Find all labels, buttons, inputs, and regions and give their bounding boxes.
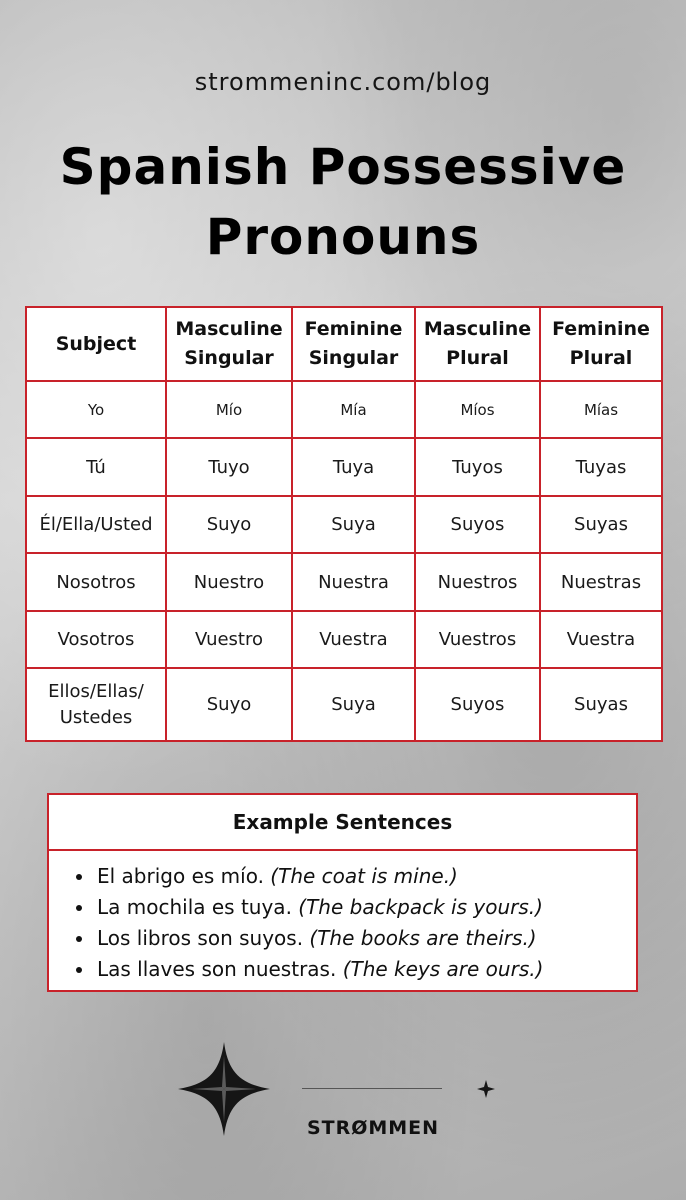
cell-masculine-singular: Suyo xyxy=(166,668,292,741)
header-feminine-plural: Feminine Plural xyxy=(540,307,662,381)
page-title-line-1: Spanish Possessive xyxy=(59,138,627,196)
page-title xyxy=(0,132,686,272)
cell-masculine-singular: Tuyo xyxy=(166,438,292,495)
cell-feminine-plural: Suyas xyxy=(540,496,662,553)
header-masculine-singular: Masculine Singular xyxy=(166,307,292,381)
list-item: • El abrigo es mío. (The coat is mine.) xyxy=(95,861,636,892)
four-point-star-icon xyxy=(178,1042,270,1136)
cell-subject: Tú xyxy=(26,438,166,495)
cell-masculine-singular: Vuestro xyxy=(166,611,292,668)
cell-feminine-singular: Mía xyxy=(292,381,415,438)
table-row xyxy=(26,553,662,610)
cell-feminine-plural: Nuestras xyxy=(540,553,662,610)
cell-masculine-singular: Mío xyxy=(166,381,292,438)
cell-feminine-singular: Suya xyxy=(292,496,415,553)
cell-feminine-singular: Tuya xyxy=(292,438,415,495)
cell-feminine-singular: Vuestra xyxy=(292,611,415,668)
table-row xyxy=(26,381,662,438)
example-sentences-heading: Example Sentences xyxy=(49,795,636,851)
header-subject: Subject xyxy=(26,307,166,381)
cell-subject: Yo xyxy=(26,381,166,438)
cell-feminine-plural: Vuestra xyxy=(540,611,662,668)
list-item: • La mochila es tuya. (The backpack is yours.) xyxy=(95,892,636,923)
list-item: • Los libros son suyos. (The books are theirs.) xyxy=(95,923,636,954)
cell-masculine-singular: Suyo xyxy=(166,496,292,553)
cell-feminine-plural: Mías xyxy=(540,381,662,438)
table-row xyxy=(26,438,662,495)
cell-subject: Nosotros xyxy=(26,553,166,610)
small-star-icon xyxy=(477,1080,495,1098)
table-row xyxy=(26,496,662,553)
example-sentences-list xyxy=(49,851,636,985)
possessive-pronoun-table xyxy=(25,306,663,742)
page-title-line-2: Pronouns xyxy=(205,208,481,266)
cell-masculine-plural: Míos xyxy=(415,381,540,438)
cell-masculine-singular: Nuestro xyxy=(166,553,292,610)
site-url: strommeninc.com/blog xyxy=(194,68,492,96)
cell-subject: Vosotros xyxy=(26,611,166,668)
brand-divider xyxy=(302,1088,442,1089)
cell-feminine-singular: Nuestra xyxy=(292,553,415,610)
cell-feminine-plural: Tuyas xyxy=(540,438,662,495)
cell-masculine-plural: Suyos xyxy=(415,668,540,741)
header-feminine-singular: Feminine Singular xyxy=(292,307,415,381)
cell-feminine-plural: Suyas xyxy=(540,668,662,741)
cell-subject: Ellos/Ellas/ Ustedes xyxy=(26,668,166,741)
cell-masculine-plural: Tuyos xyxy=(415,438,540,495)
cell-masculine-plural: Suyos xyxy=(415,496,540,553)
cell-masculine-plural: Nuestros xyxy=(415,553,540,610)
table-row xyxy=(26,611,662,668)
table-row xyxy=(26,668,662,741)
list-item: • Las llaves son nuestras. (The keys are ours.) xyxy=(95,954,636,985)
brand-name: STRØMMEN xyxy=(306,1117,440,1139)
header-masculine-plural: Masculine Plural xyxy=(415,307,540,381)
example-sentences-box xyxy=(47,793,638,992)
cell-feminine-singular: Suya xyxy=(292,668,415,741)
cell-subject: Él/Ella/Usted xyxy=(26,496,166,553)
table-header-row xyxy=(26,307,662,381)
cell-masculine-plural: Vuestros xyxy=(415,611,540,668)
